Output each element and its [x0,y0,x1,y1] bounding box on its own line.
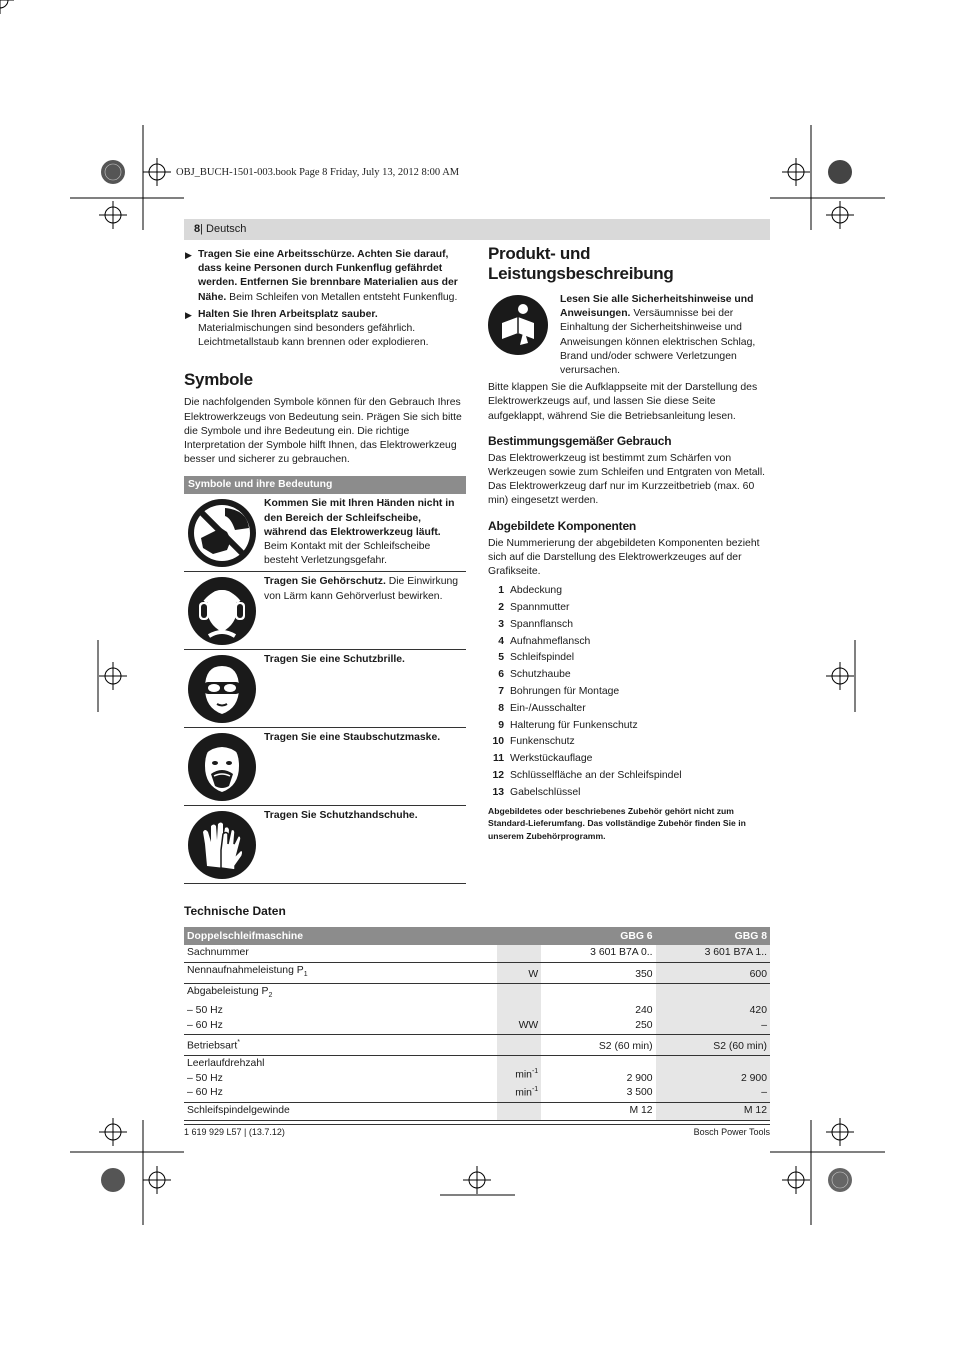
component-label: Funkenschutz [510,736,575,748]
components-intro: Die Nummerierung der abgebildeten Komponenten bezieht sich auf die Darstellung des Elektrowerkzeuges auf der Grafikseite. [488,537,760,578]
tech-data-title: Technische Daten [184,904,286,918]
row-label: Abgabeleistung $P_2$ – 50 Hz – 60 Hz [184,984,497,1035]
read-manual-icon [488,295,548,355]
component-item [488,751,770,768]
footer-doc-number: 1 619 929 L57 | (13.7.12) [184,1127,285,1137]
component-number: 1 [498,585,504,597]
page-number: 8 [194,223,201,235]
component-label: Schutzhaube [510,669,571,681]
table-row [184,945,770,962]
component-number: 7 [498,686,504,698]
component-item [488,718,770,735]
row-gbg8: 2 900 – [656,1056,770,1103]
bullet-item [184,308,466,351]
table-header-row [184,927,770,945]
row-gbg8: 420 – [656,984,770,1035]
read-manual-bold: Lesen Sie alle Sicherheitshinweise und Anweisungen. [560,294,754,320]
dust-mask-icon [187,732,257,802]
symbol-row [184,728,466,806]
no-hands-near-disc-icon [187,498,257,568]
product-heading: Produkt- und Leistungsbeschreibung [488,244,674,283]
component-label: Spannmutter [510,602,570,614]
row-gbg6: 240 250 [541,984,655,1035]
accessory-note: Abgebildetes oder beschriebenes Zubehör gehört nicht zum Standard-Lieferumfang. Das vollständige Zubehör finden Sie in unserem Zubehörprogramm. [488,805,746,842]
symbole-heading: Symbole [184,370,253,390]
header-language: | Deutsch [200,223,247,235]
component-label: Aufnahmeflansch [510,635,591,647]
component-number: 11 [493,753,504,765]
row-unit [497,1035,541,1056]
protective-gloves-icon [187,810,257,880]
row-unit: WW [497,984,541,1035]
component-number: 4 [498,635,504,647]
symbol-table [184,476,466,884]
row-gbg6: 3 601 B7A 0.. [541,945,655,962]
row-unit: $\min^{-1}$ $\min^{-1}$ [497,1056,541,1103]
table-header-label: Doppelschleifmaschine [184,927,497,945]
safety-goggles-icon [187,654,257,724]
symbol-bold: Tragen Sie Gehörschutz. [264,576,386,588]
component-label: Schlüsselfläche an der Schleifspindel [510,770,682,782]
component-item [488,583,770,600]
component-label: Gabelschlüssel [510,786,581,798]
component-item [488,650,770,667]
component-item [488,701,770,718]
component-label: Ein-/Ausschalter [510,702,586,714]
component-item [488,667,770,684]
row-label: Leerlaufdrehzahl – 50 Hz – 60 Hz [184,1056,497,1103]
component-item [488,684,770,701]
table-row [184,1035,770,1056]
components-heading: Abgebildete Komponenten [488,518,637,533]
component-number: 2 [498,602,504,614]
left-column [184,248,466,884]
row-label: Sachnummer [184,945,497,962]
row-label: Schleifspindelgewinde [184,1102,497,1120]
component-label: Werkstückauflage [510,753,593,765]
symbol-bold: Tragen Sie eine Staubschutzmaske. [264,732,441,744]
symbol-row [184,494,466,572]
symbol-table-title: Symbole und ihre Bedeutung [184,476,466,494]
table-header-gbg8: GBG 8 [656,927,770,945]
component-number: 12 [492,770,504,782]
use-heading: Bestimmungsgemäßer Gebrauch [488,433,672,448]
component-item [488,734,770,751]
component-number: 5 [498,652,504,664]
row-gbg8: S2 (60 min) [656,1035,770,1056]
use-text-2: Das Elektrowerkzeug darf nur im Kurzzeitbetrieb (max. 60 min) eingesetzt werden. [488,481,755,507]
table-row [184,984,770,1035]
table-row [184,1056,770,1103]
component-number: 13 [492,786,504,798]
component-label: Spannflansch [510,618,573,630]
symbol-text: Beim Kontakt mit der Schleifscheibe besteht Verletzungsgefahr. [264,541,431,567]
table-row [184,962,770,984]
triangle-bullet-icon: ▶ [185,250,192,260]
row-unit [497,945,541,962]
component-number: 3 [498,618,504,630]
bullet-text: Beim Schleifen von Metallen entsteht Funkenflug. [226,291,458,303]
bullet-bold: Tragen Sie eine Arbeitsschürze. Achten Sie darauf, dass keine Personen durch Funkenflug gefährdet werden. Entfernen Sie brennbare Materialien aus der Nähe. [198,249,458,303]
symbol-row [184,806,466,883]
row-unit [497,1102,541,1120]
component-label: Schleifspindel [510,652,575,664]
component-item [488,634,770,651]
row-gbg8: 600 [656,962,770,984]
symbol-bold: Tragen Sie Schutzhandschuhe. [264,810,418,822]
symbol-text: Die Einwirkung von Lärm kann Gehörverlust bewirken. [264,576,459,602]
file-info: OBJ_BUCH-1501-003.book Page 8 Friday, July 13, 2012 8:00 AM [176,167,460,178]
component-item [488,600,770,617]
footer-brand: Bosch Power Tools [693,1127,770,1137]
bullet-text: Materialmischungen sind besonders gefährlich. Leichtmetallstaub kann brennen oder explodieren. [198,323,429,349]
symbole-intro: Die nachfolgenden Symbole können für den Gebrauch Ihres Elektrowerkzeugs von Bedeutung sein. Prägen Sie sich bitte die Symbole und ihre Bedeutung ein. Die richtige Interpretation der Symbole hilft Ihnen, das Elektrowerkzeug besser und sicherer zu gebrauchen. [184,397,462,466]
row-gbg6: 350 [541,962,655,984]
symbol-bold: Tragen Sie eine Schutzbrille. [264,654,405,666]
component-number: 6 [498,669,504,681]
component-number: 9 [498,719,504,731]
table-row [184,1102,770,1120]
row-gbg8: M 12 [656,1102,770,1120]
fold-text: Bitte klappen Sie die Aufklappseite mit der Darstellung des Elektrowerkzeugs auf, und lassen Sie diese Seite aufgeklappt, während Sie die Betriebsanleitung lesen. [488,382,758,422]
component-item [488,768,770,785]
component-item [488,617,770,634]
row-gbg6: S2 (60 min) [541,1035,655,1056]
component-label: Abdeckung [510,585,562,597]
read-manual-text: Versäumnisse bei der Einhaltung der Sicherheitshinweise und Anweisungen können elektrischen Schlag, Brand und/oder schwere Verletzungen verursachen. [560,308,756,377]
bullet-item [184,248,466,305]
page-header-bar [184,219,770,240]
right-column [488,244,770,843]
read-manual-block [488,293,770,378]
component-item [488,785,770,802]
row-label: Nennaufnahmeleistung $P_1$ [184,962,497,984]
row-gbg6: 2 900 3 500 [541,1056,655,1103]
component-number: 10 [492,736,504,748]
symbol-row [184,572,466,650]
row-gbg8: 3 601 B7A 1.. [656,945,770,962]
symbol-bold: Kommen Sie mit Ihren Händen nicht in den Bereich der Schleifscheibe, während das Elektrowerkzeug läuft. [264,498,455,538]
ear-protection-icon [187,576,257,646]
footer-rule [184,1124,770,1125]
row-label: Betriebsart* [184,1035,497,1056]
bullet-bold: Halten Sie Ihren Arbeitsplatz sauber. [198,308,378,320]
table-header-gbg6: GBG 6 [541,927,655,945]
tech-data-table [184,927,770,1121]
triangle-bullet-icon: ▶ [185,309,192,320]
table-header-unit [497,927,541,945]
row-unit: W [497,962,541,984]
use-text-1: Das Elektrowerkzeug ist bestimmt zum Schärfen von Werkzeugen sowie zum Schleifen und Entgraten von Metall. [488,452,766,479]
component-number: 8 [498,702,504,714]
symbol-row [184,650,466,728]
components-list [488,583,770,801]
component-label: Halterung für Funkenschutz [510,719,638,731]
row-gbg6: M 12 [541,1102,655,1120]
component-label: Bohrungen für Montage [510,686,620,698]
